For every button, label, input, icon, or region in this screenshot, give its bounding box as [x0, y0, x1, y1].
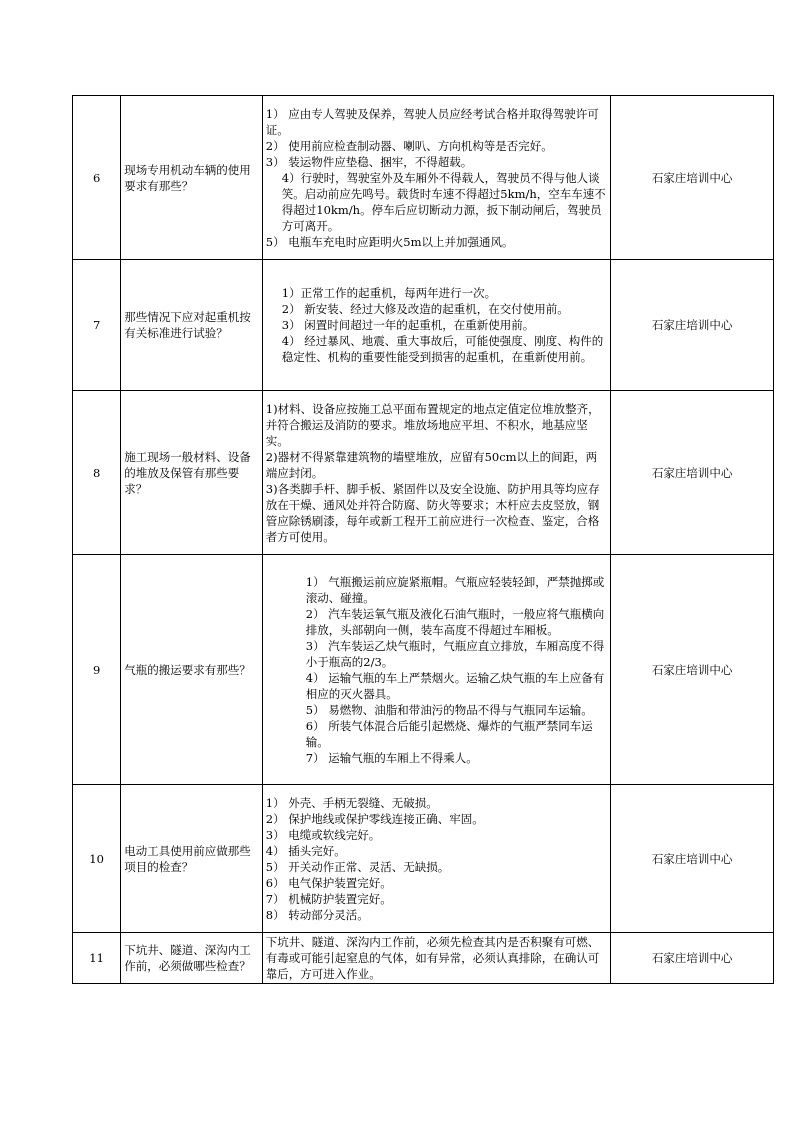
answer-cell — [262, 96, 610, 260]
answer-line: 2） 新安装、经过大修及改造的起重机，在交付使用前。 — [281, 302, 569, 316]
question-cell: 现场专用机动车辆的使用要求有那些？ — [121, 96, 263, 260]
answer-line: 3） 装运物件应垫稳、捆牢，不得超载。 — [265, 154, 473, 169]
row-number: 7 — [73, 260, 121, 391]
source-cell: 石家庄培训中心 — [611, 260, 774, 391]
qa-table — [72, 95, 774, 984]
answer-line: 2） 汽车装运氧气瓶及液化石油气瓶时，一般应将气瓶横向排放，头部朝向一侧，装车高度不得超过车厢板。 — [305, 606, 605, 637]
table-row — [73, 96, 774, 260]
answer-line: 1）正常工作的起重机，每两年进行一次。 — [281, 286, 497, 300]
row-number: 9 — [73, 555, 121, 785]
question-cell: 气瓶的搬运要求有那些？ — [121, 555, 263, 785]
row-number: 11 — [73, 933, 121, 984]
answer-cell — [262, 260, 610, 391]
row-number: 8 — [73, 391, 121, 555]
answer-line: 1)材料、设备应按施工总平面布置规定的地点定值定位堆放整齐，并符合搬运及消防的要求。堆放场地应平坦、不积水，地基应坚实。 — [265, 401, 600, 448]
answer-line: 2） 使用前应检查制动器、喇叭、方向机构等是否完好。 — [265, 138, 553, 153]
question-cell: 下坑井、隧道、深沟内工作前，必须做哪些检查？ — [121, 933, 263, 984]
answer-cell — [262, 555, 610, 785]
answer-line: 8） 转动部分灵活。 — [265, 907, 369, 922]
source-cell: 石家庄培训中心 — [611, 785, 774, 933]
answer-line: 7） 机械防护装置完好。 — [265, 891, 392, 906]
answer-line: 4） 插头完好。 — [265, 843, 346, 858]
answer-line: 5） 开关动作正常、灵活、无缺损。 — [265, 859, 450, 874]
answer-line: 3)各类脚手杆、脚手板、紧固件以及安全设施、防护用具等均应存放在干燥、通风处并符合防腐、防火等要求；木杆应去皮竖放，钢管应除锈刷漆，每年或新工程开工前应进行一次检查、鉴定，合格者方可使用。 — [265, 481, 600, 544]
answer-line: 1） 外壳、手柄无裂缝、无破损。 — [265, 795, 438, 810]
answer-line: 下坑井、隧道、深沟内工作前，必须先检查其内是否积聚有可燃、有毒或可能引起窒息的气体，如有异常，必须认真排除，在确认可靠后，方可进入作业。 — [265, 935, 600, 981]
question-cell: 电动工具使用前应做那些项目的检查？ — [121, 785, 263, 933]
table-row — [73, 555, 774, 785]
question-cell: 那些情况下应对起重机按有关标准进行试验？ — [121, 260, 263, 391]
answer-line: 6） 电气保护装置完好。 — [265, 875, 392, 890]
answer-line: 3） 电缆或软线完好。 — [265, 827, 381, 842]
answer-cell — [262, 785, 610, 933]
row-number: 10 — [73, 785, 121, 933]
table-row — [73, 933, 774, 984]
table-row — [73, 391, 774, 555]
answer-line: 4） 经过暴风、地震、重大事故后，可能使强度、刚度、构件的稳定性、机构的重要性能受到损害的起重机，在重新使用前。 — [281, 334, 604, 364]
answer-line: 2） 保护地线或保护零线连接正确、牢固。 — [265, 811, 484, 826]
source-cell: 石家庄培训中心 — [611, 555, 774, 785]
answer-line: 3） 闲置时间超过一年的起重机，在重新使用前。 — [281, 318, 535, 332]
answer-line: 4） 运输气瓶的车上严禁烟火。运输乙炔气瓶的车上应备有相应的灭火器具。 — [305, 670, 605, 701]
answer-line: 6） 所装气体混合后能引起燃烧、爆炸的气瓶严禁同车运输。 — [305, 718, 593, 749]
answer-line: 3） 汽车装运乙炔气瓶时，气瓶应直立排放，车厢高度不得小于瓶高的2/3。 — [305, 638, 605, 669]
answer-line: 5） 易燃物、油脂和带油污的物品不得与气瓶同车运输。 — [305, 702, 593, 717]
answer-cell — [262, 933, 610, 984]
row-number: 6 — [73, 96, 121, 260]
question-cell: 施工现场一般材料、设备的堆放及保管有那些要求？ — [121, 391, 263, 555]
answer-line: 1） 气瓶搬运前应旋紧瓶帽。气瓶应轻装轻卸，严禁抛掷或滚动、碰撞。 — [305, 574, 605, 605]
answer-line: 5） 电瓶车充电时应距明火5m以上并加强通风。 — [265, 234, 514, 249]
answer-line: 4）行驶时，驾驶室外及车厢外不得载人，驾驶员不得与他人谈笑。启动前应先鸣号。载货时车速不得超过5km/h，空车车速不得超过10km/h。停车后应切断动力源，扳下制动闸后，驾驶员方可离开。 — [281, 170, 606, 233]
source-cell: 石家庄培训中心 — [611, 96, 774, 260]
source-cell: 石家庄培训中心 — [611, 391, 774, 555]
table-row — [73, 260, 774, 391]
answer-line: 1） 应由专人驾驶及保养，驾驶人员应经考试合格并取得驾驶许可证。 — [265, 106, 599, 137]
answer-cell — [262, 391, 610, 555]
source-cell: 石家庄培训中心 — [611, 933, 774, 984]
table-row — [73, 785, 774, 933]
answer-line: 7） 运输气瓶的车厢上不得乘人。 — [305, 750, 478, 765]
answer-line: 2)器材不得紧靠建筑物的墙壁堆放，应留有50cm以上的间距，两端应封闭。 — [265, 449, 598, 480]
